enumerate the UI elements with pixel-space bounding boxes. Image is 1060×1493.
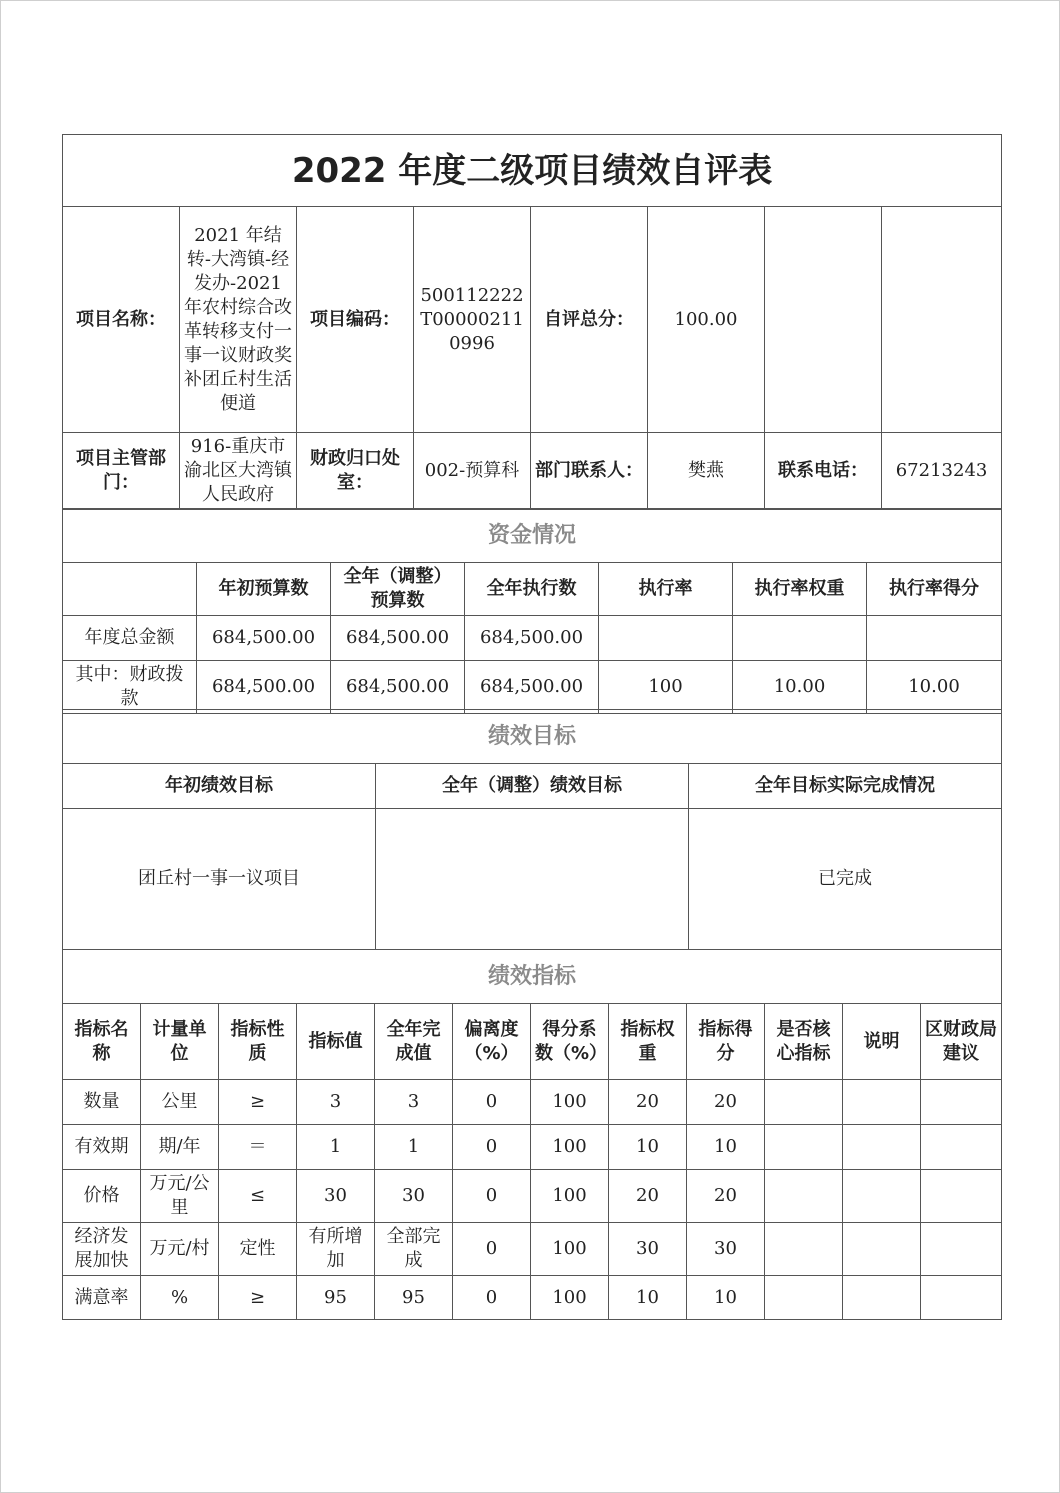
table-row [63,1080,1002,1125]
score-label: 自评总分： [531,207,648,433]
table-cell: 有所增加 [297,1223,375,1276]
table-cell: 10 [687,1276,765,1320]
table-cell: 684,500.00 [197,661,331,714]
table-cell: 期/年 [141,1125,219,1170]
table-cell: 95 [375,1276,453,1320]
indicator-header: 偏离度（%） [453,1004,531,1080]
table-cell: 100 [531,1125,609,1170]
table-cell: 1 [297,1125,375,1170]
table-cell [843,1080,921,1125]
table-cell: 0 [453,1125,531,1170]
table-cell: 684,500.00 [331,661,465,714]
funds-header: 全年（调整）预算数 [331,563,465,616]
goals-header: 全年目标实际完成情况 [689,764,1002,809]
info-table [62,134,1002,510]
page-title: 2022 年度二级项目绩效自评表 [63,135,1002,207]
funds-header: 全年执行数 [465,563,599,616]
table-cell: 30 [375,1170,453,1223]
table-cell: 有效期 [63,1125,141,1170]
project-name-label: 项目名称： [63,207,180,433]
table-cell: 其中：财政拨款 [63,661,197,714]
table-cell: 100 [531,1223,609,1276]
goals-header: 全年（调整）绩效目标 [376,764,689,809]
table-cell: ≥ [219,1080,297,1125]
table-cell: 10 [609,1276,687,1320]
indicator-header: 指标值 [297,1004,375,1080]
table-row [63,661,1002,714]
goals-section-title: 绩效目标 [63,710,1002,764]
table-cell: 30 [609,1223,687,1276]
table-cell: 95 [297,1276,375,1320]
table-cell: ＝ [219,1125,297,1170]
indicator-header: 指标得分 [687,1004,765,1080]
table-row [63,616,1002,661]
table-cell [843,1125,921,1170]
table-cell: 100 [531,1276,609,1320]
table-cell [843,1276,921,1320]
table-cell [765,1170,843,1223]
indicator-header: 是否核心指标 [765,1004,843,1080]
finance-office-value: 002-预算科 [414,433,531,510]
table-cell [765,1276,843,1320]
table-cell: 0 [453,1223,531,1276]
table-cell: 10.00 [867,661,1002,714]
dept-value: 916-重庆市渝北区大湾镇人民政府 [180,433,297,510]
table-cell: 数量 [63,1080,141,1125]
actual-completion: 已完成 [689,809,1002,950]
table-cell [921,1223,1002,1276]
adjusted-goal [376,809,689,950]
finance-office-label: 财政归口处室： [297,433,414,510]
table-cell [733,616,867,661]
empty-cell [765,207,882,433]
phone-value: 67213243 [882,433,1002,510]
table-cell: 20 [687,1170,765,1223]
table-cell: 1 [375,1125,453,1170]
table-cell [843,1223,921,1276]
indicator-header: 全年完成值 [375,1004,453,1080]
funds-header [63,563,197,616]
table-cell: 20 [687,1080,765,1125]
funds-header: 执行率得分 [867,563,1002,616]
table-cell: 684,500.00 [197,616,331,661]
table-row [63,1170,1002,1223]
phone-label: 联系电话： [765,433,882,510]
indicator-header: 说明 [843,1004,921,1080]
table-cell [765,1223,843,1276]
table-cell [921,1080,1002,1125]
table-cell: ≥ [219,1276,297,1320]
table-cell: 定性 [219,1223,297,1276]
table-cell: 20 [609,1170,687,1223]
table-cell: 30 [297,1170,375,1223]
indicator-header: 指标名称 [63,1004,141,1080]
table-cell [921,1125,1002,1170]
project-code-value: 500112222T000002110996 [414,207,531,433]
table-cell: 年度总金额 [63,616,197,661]
table-cell: 684,500.00 [465,661,599,714]
table-cell: 0 [453,1080,531,1125]
dept-label: 项目主管部门： [63,433,180,510]
indicators-table [62,949,1002,1320]
table-cell [921,1276,1002,1320]
indicator-header: 区财政局建议 [921,1004,1002,1080]
table-cell: 10 [609,1125,687,1170]
funds-table [62,508,1002,714]
indicator-header: 指标性质 [219,1004,297,1080]
table-cell: 3 [375,1080,453,1125]
score-value: 100.00 [648,207,765,433]
funds-header: 年初预算数 [197,563,331,616]
table-cell: 30 [687,1223,765,1276]
table-cell: 满意率 [63,1276,141,1320]
table-cell: 100 [531,1080,609,1125]
table-cell: 经济发展加快 [63,1223,141,1276]
table-cell: % [141,1276,219,1320]
table-cell: 万元/村 [141,1223,219,1276]
table-cell: 684,500.00 [465,616,599,661]
table-cell: 价格 [63,1170,141,1223]
indicator-header: 指标权重 [609,1004,687,1080]
table-cell: ≤ [219,1170,297,1223]
table-cell [765,1080,843,1125]
empty-cell [882,207,1002,433]
table-row [63,1223,1002,1276]
goals-table [62,709,1002,950]
table-cell: 684,500.00 [331,616,465,661]
table-cell: 100 [531,1170,609,1223]
goals-header: 年初绩效目标 [63,764,376,809]
table-cell [599,616,733,661]
table-row [63,1125,1002,1170]
contact-label: 部门联系人： [531,433,648,510]
table-row [63,1276,1002,1320]
table-cell: 全部完成 [375,1223,453,1276]
table-cell [921,1170,1002,1223]
funds-header: 执行率权重 [733,563,867,616]
project-code-label: 项目编码： [297,207,414,433]
project-name-value: 2021 年结转-大湾镇-经发办-2021 年农村综合改革转移支付一事一议财政奖补团丘村生活便道 [180,207,297,433]
table-cell [843,1170,921,1223]
table-cell [867,616,1002,661]
table-cell: 100 [599,661,733,714]
table-cell: 0 [453,1276,531,1320]
indicator-header: 得分系数（%） [531,1004,609,1080]
table-cell: 3 [297,1080,375,1125]
table-cell: 10 [687,1125,765,1170]
table-cell: 公里 [141,1080,219,1125]
funds-header: 执行率 [599,563,733,616]
table-cell [765,1125,843,1170]
table-cell: 0 [453,1170,531,1223]
indicators-section-title: 绩效指标 [63,950,1002,1004]
table-cell: 10.00 [733,661,867,714]
contact-value: 樊燕 [648,433,765,510]
table-cell: 20 [609,1080,687,1125]
indicator-header: 计量单位 [141,1004,219,1080]
table-cell: 万元/公里 [141,1170,219,1223]
initial-goal: 团丘村一事一议项目 [63,809,376,950]
funds-section-title: 资金情况 [63,509,1002,563]
